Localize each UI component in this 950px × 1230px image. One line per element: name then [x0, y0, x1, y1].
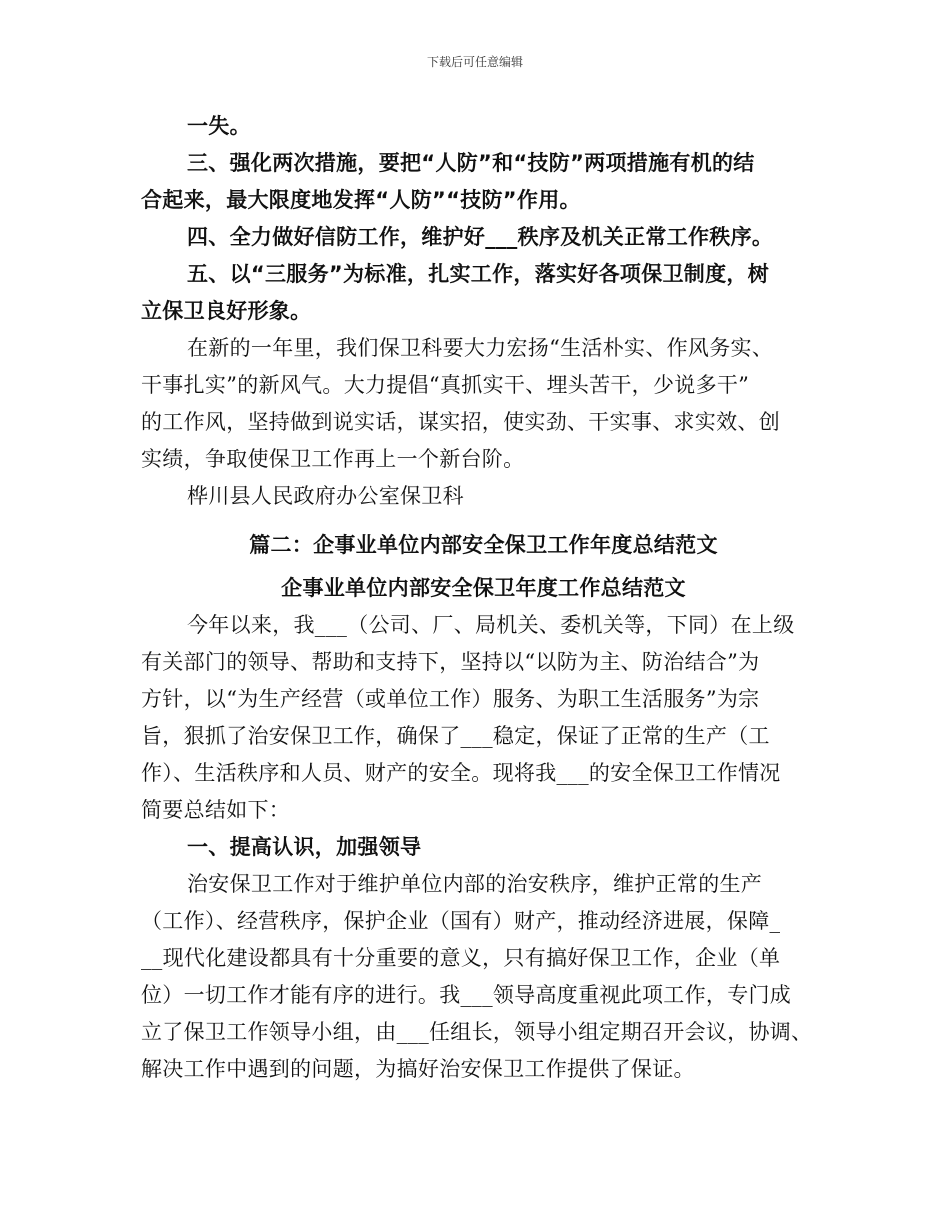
text-line: 四、全力做好信防工作，维护好___秩序及机关正常工作秩序。 — [187, 225, 774, 249]
text-line: 有关部门的领导、帮助和支持下，坚持以“以防为主、防治结合”为 — [141, 650, 760, 674]
text-line: 合起来，最大限度地发挥“人防”“技防”作用。 — [141, 188, 581, 212]
text-line: 实绩，争取使保卫工作再上一个新台阶。 — [141, 447, 525, 471]
text-line: 干事扎实”的新风气。大力提倡“真抓实干、埋头苦干，少说多干” — [141, 373, 750, 397]
text-line: 治安保卫工作对于维护单位内部的治安秩序，维护正常的生产 — [187, 872, 763, 896]
text-line: 一失。 — [187, 114, 251, 138]
text-line: 旨，狠抓了治安保卫工作，确保了___稳定，保证了正常的生产（工 — [141, 724, 770, 748]
text-line: 立了保卫工作领导小组，由___任组长，领导小组定期召开会议，协调、 — [141, 1020, 813, 1044]
text-line: 三、强化两次措施，要把“人防”和“技防”两项措施有机的结 — [187, 151, 755, 175]
text-line: 作）、生活秩序和人员、财产的安全。现将我___的安全保卫工作情况 — [141, 761, 781, 785]
text-line: 五、以“三服务”为标准，扎实工作，落实好各项保卫制度，树 — [187, 262, 770, 286]
section-title: 篇二：企事业单位内部安全保卫工作年度总结范文 — [249, 533, 718, 557]
text-line: 简要总结如下： — [141, 798, 291, 822]
page-header: 下载后可任意编辑 — [426, 55, 523, 69]
text-line: __现代化建设都具有十分重要的意义，只有搞好保卫工作，企业（单 — [141, 946, 781, 970]
text-line: （工作）、经营秩序，保护企业（国有）财产，推动经济进展，保障_ — [141, 909, 781, 933]
signature: 桦川县人民政府办公室保卫科 — [187, 484, 464, 508]
text-line: 今年以来，我___（公司、厂、局机关、委机关等，下同）在上级 — [187, 613, 795, 637]
text-line: 的工作风，坚持做到说实话，谋实招，使实劲、干实事、求实效、创 — [141, 410, 780, 434]
text-line: 立保卫良好形象。 — [141, 299, 312, 323]
text-line: 在新的一年里，我们保卫科要大力宏扬“生活朴实、作风务实、 — [187, 336, 774, 360]
text-line: 方针，以“为生产经营（或单位工作）服务、为职工生活服务”为宗 — [141, 687, 760, 711]
document-body — [141, 108, 826, 1088]
text-line: 位）一切工作才能有序的进行。我___领导高度重视此项工作，专门成 — [141, 983, 792, 1007]
section-heading: 一、提高认识，加强领导 — [187, 835, 422, 859]
section-subtitle: 企事业单位内部安全保卫年度工作总结范文 — [281, 576, 686, 600]
text-line: 解决工作中遇到的问题，为搞好治安保卫工作提供了保证。 — [141, 1057, 695, 1081]
